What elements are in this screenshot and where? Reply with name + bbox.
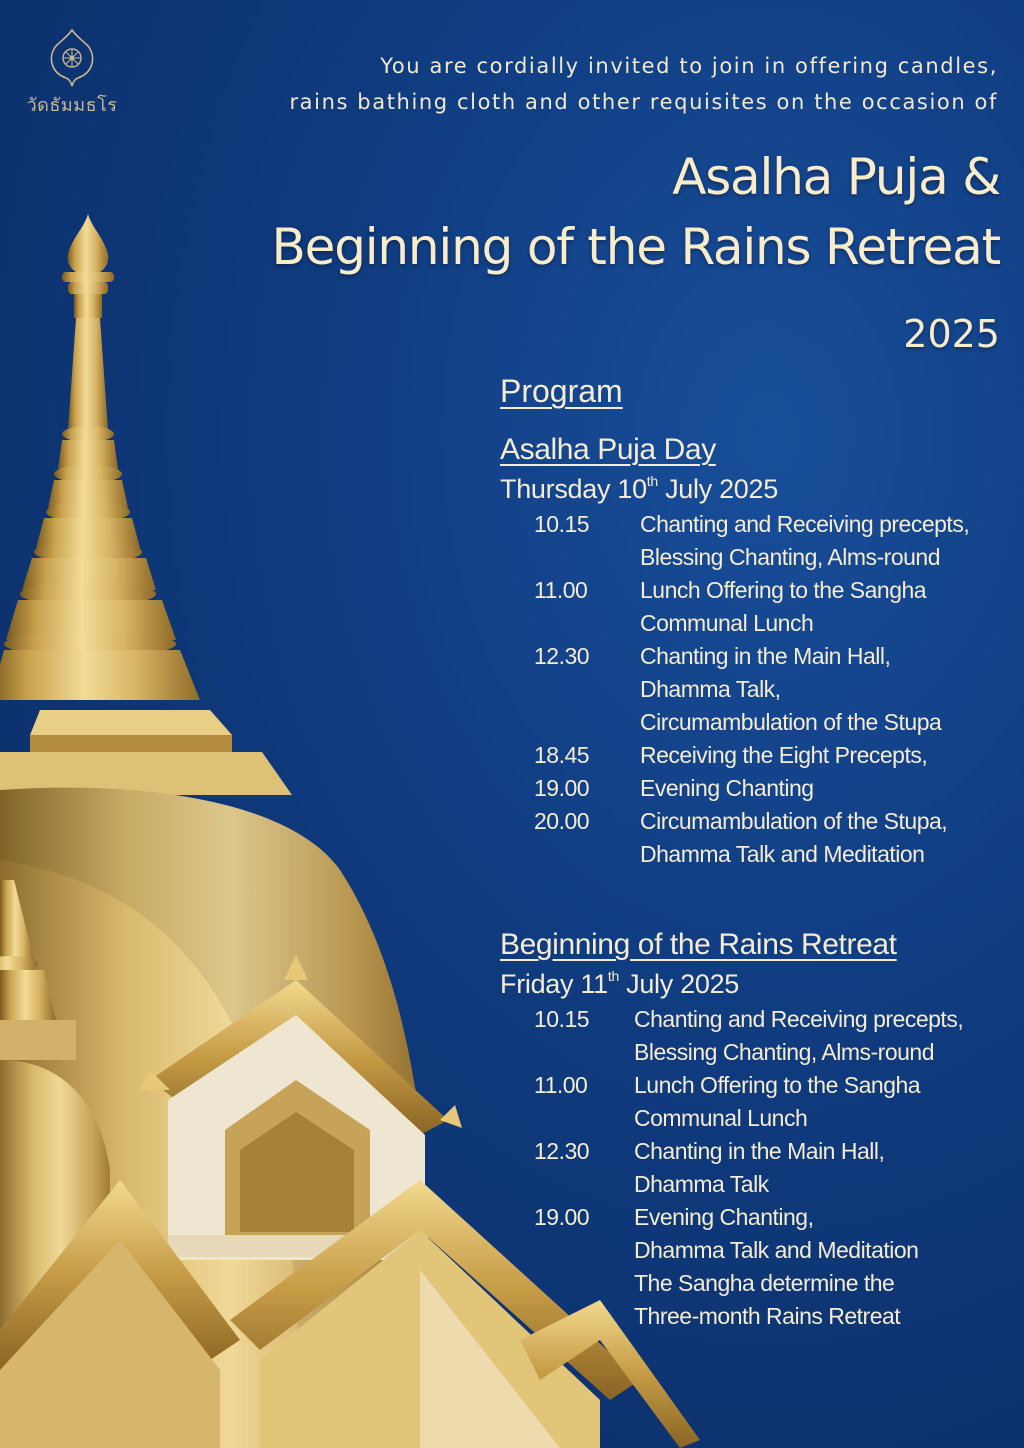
schedule-line: Communal Lunch [634, 1105, 808, 1131]
date-prefix: Friday 11 [500, 969, 608, 999]
schedule-line: Communal Lunch [640, 610, 814, 636]
schedule-time: 12.30 [534, 1138, 590, 1164]
schedule-row [500, 1069, 1010, 1135]
event-year: 2025 [903, 312, 1000, 356]
invitation-line-2: rains bathing cloth and other requisites on the occasion of [289, 90, 998, 114]
bodhi-leaf-dharma-wheel-icon [48, 28, 96, 88]
logo-text: วัดธัมมธโร [26, 95, 118, 116]
event-title [180, 142, 1000, 282]
schedule-line: Lunch Offering to the Sangha [634, 1072, 921, 1098]
program-heading: Program [500, 373, 623, 409]
schedule-line: Evening Chanting, [634, 1204, 814, 1230]
schedule-line: Circumambulation of the Stupa, [640, 808, 948, 834]
schedule-row [500, 1201, 1010, 1333]
schedule-line: Blessing Chanting, Alms-round [634, 1039, 934, 1065]
section-date [500, 470, 1010, 508]
date-rest: July 2025 [618, 969, 740, 999]
schedule-line: Dhamma Talk and Meditation [634, 1237, 919, 1263]
schedule-description [634, 1201, 1010, 1333]
schedule-time: 19.00 [534, 775, 590, 801]
section-heading: Beginning of the Rains Retreat [500, 928, 897, 961]
schedule-line: Dhamma Talk and Meditation [640, 841, 925, 867]
schedule-line: Circumambulation of the Stupa [640, 709, 942, 735]
stupa-spire [0, 318, 200, 700]
schedule-description [640, 508, 1010, 574]
schedule-row [500, 1135, 1010, 1201]
date-suffix: th [607, 968, 619, 984]
invitation-text [198, 48, 998, 120]
stupa-platform [0, 710, 292, 795]
section-heading: Asalha Puja Day [500, 433, 716, 466]
schedule-description [640, 574, 1010, 640]
date-prefix: Thursday 10 [500, 474, 647, 504]
schedule-line: Chanting and Receiving precepts, [634, 1006, 964, 1032]
schedule-line: The Sangha determine the [634, 1270, 895, 1296]
schedule-line: Three-month Rains Retreat [634, 1303, 901, 1329]
date-rest: July 2025 [657, 474, 778, 504]
schedule-description [634, 1069, 1010, 1135]
schedule-line: Evening Chanting [640, 775, 814, 801]
schedule-row [500, 772, 1010, 805]
schedule-time: 10.15 [534, 511, 590, 537]
schedule-line: Chanting in the Main Hall, [634, 1138, 885, 1164]
schedule-row [500, 805, 1010, 871]
schedule-description [640, 640, 1010, 739]
schedule-time: 11.00 [534, 577, 588, 603]
schedule-description [640, 772, 1010, 805]
schedule-time: 12.30 [534, 643, 590, 669]
title-line-1: Asalha Puja & [672, 148, 1000, 206]
schedule-description [634, 1135, 1010, 1201]
schedule-row [500, 640, 1010, 739]
title-line-2: Beginning of the Rains Retreat [271, 218, 1000, 276]
section-date [500, 965, 1010, 1003]
schedule-time: 19.00 [534, 1204, 590, 1230]
section-rains-retreat [500, 925, 1010, 1333]
schedule-row [500, 574, 1010, 640]
date-suffix: th [646, 473, 658, 489]
schedule-description [634, 1003, 1010, 1069]
program [500, 370, 1010, 1333]
schedule-row [500, 739, 1010, 772]
schedule-line: Dhamma Talk [634, 1171, 769, 1197]
schedule-line: Blessing Chanting, Alms-round [640, 544, 940, 570]
temple-logo [22, 28, 122, 128]
schedule-list [500, 1003, 1010, 1333]
schedule-line: Receiving the Eight Precepts, [640, 742, 928, 768]
schedule-list [500, 508, 1010, 871]
schedule-row [500, 508, 1010, 574]
section-asalha-puja [500, 430, 1010, 871]
schedule-line: Chanting in the Main Hall, [640, 643, 891, 669]
schedule-description [640, 805, 1010, 871]
stupa-finial [62, 214, 114, 318]
schedule-row [500, 1003, 1010, 1069]
invitation-line-1: You are cordially invited to join in offering candles, [380, 54, 998, 78]
schedule-time: 11.00 [534, 1072, 588, 1098]
schedule-time: 18.45 [534, 742, 590, 768]
schedule-description [640, 739, 1010, 772]
schedule-time: 20.00 [534, 808, 590, 834]
schedule-line: Chanting and Receiving precepts, [640, 511, 970, 537]
schedule-line: Dhamma Talk, [640, 676, 781, 702]
schedule-line: Lunch Offering to the Sangha [640, 577, 927, 603]
schedule-time: 10.15 [534, 1006, 590, 1032]
